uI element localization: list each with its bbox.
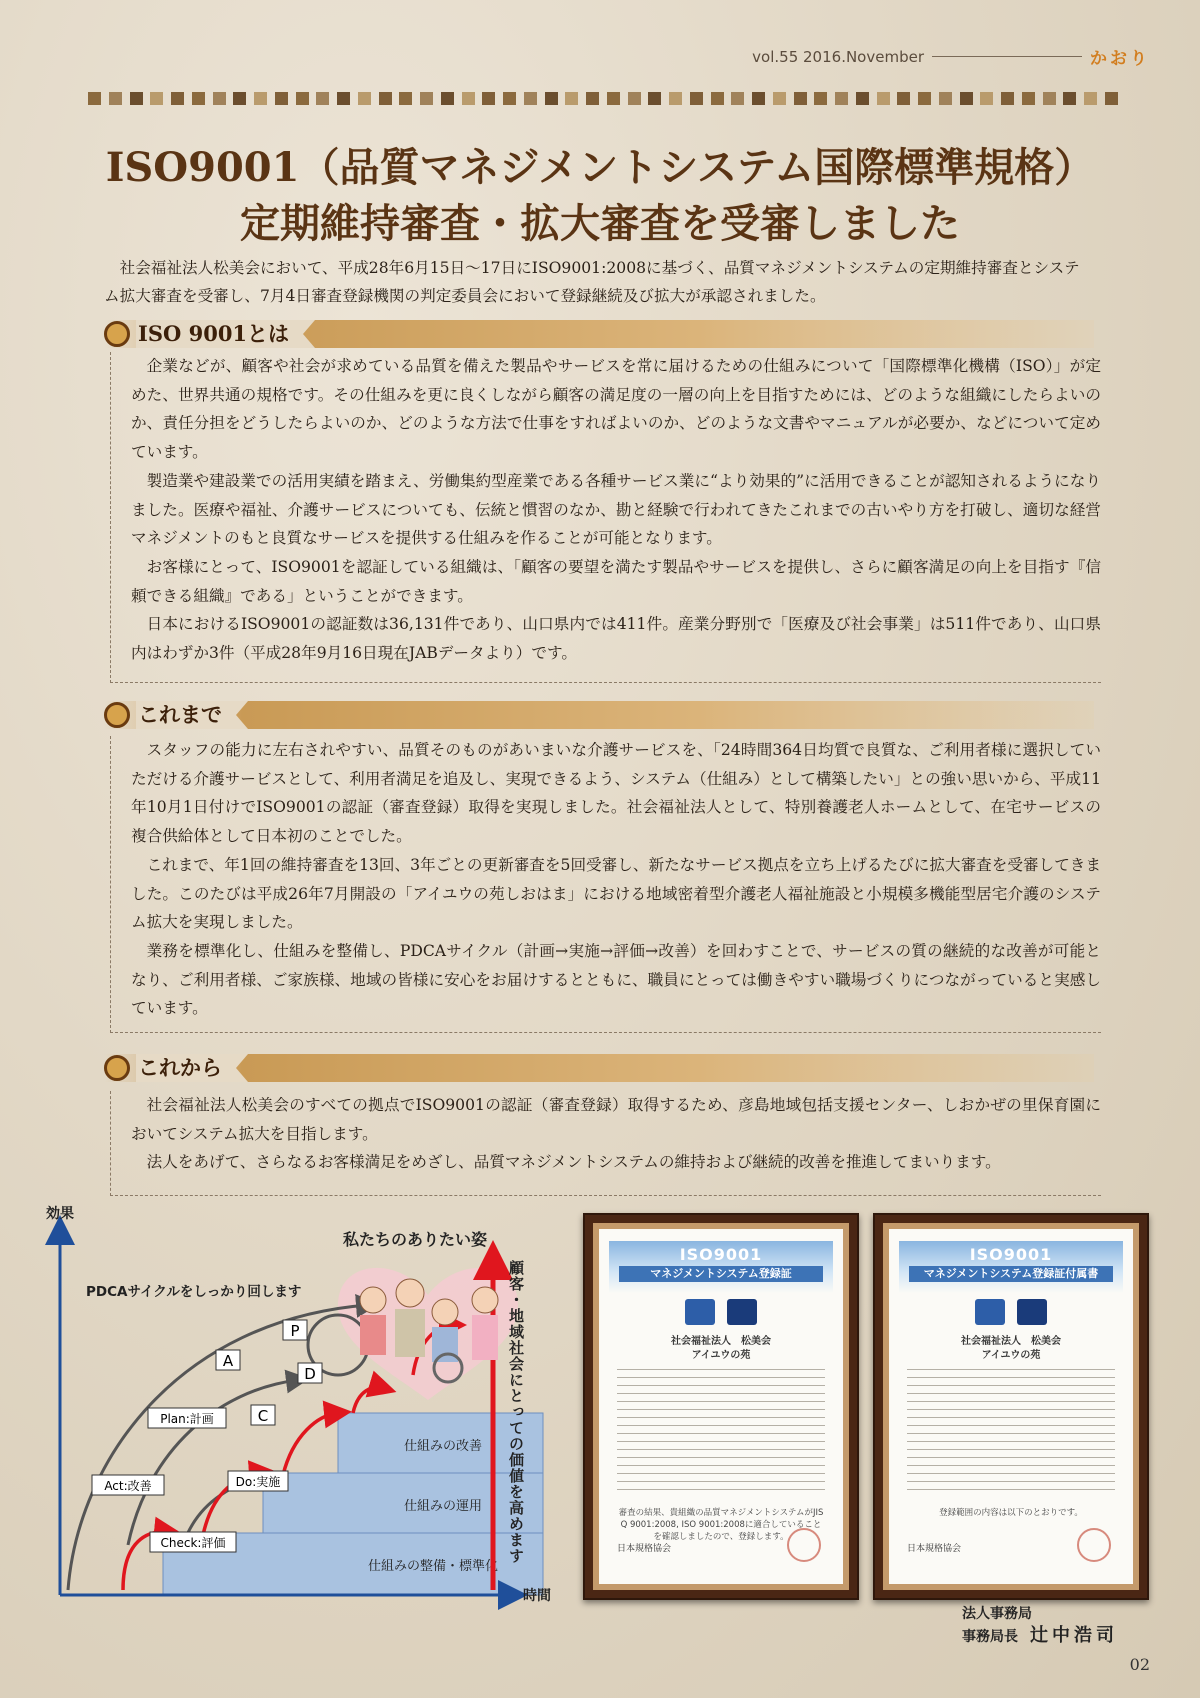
bullet-circle-icon <box>104 1055 130 1081</box>
page-number: 02 <box>1129 1655 1150 1674</box>
label-box-act <box>92 1475 164 1495</box>
section-body-iso9001 <box>110 352 1101 683</box>
band-square <box>856 92 869 105</box>
issue-header <box>752 44 1150 69</box>
certificate-subtitle: マネジメントシステム登録証 <box>619 1266 823 1282</box>
bullet-circle-icon <box>104 321 130 347</box>
label-box-plan <box>148 1408 226 1428</box>
band-square <box>648 92 661 105</box>
letter-box-p <box>283 1320 307 1340</box>
band-square <box>1063 92 1076 105</box>
x-axis-label: 時間 <box>523 1588 551 1604</box>
band-square <box>1084 92 1097 105</box>
band-square <box>399 92 412 105</box>
signer-block <box>962 1604 1118 1648</box>
band-square <box>814 92 827 105</box>
band-square <box>503 92 516 105</box>
step-label-operate: 仕組みの運用 <box>403 1499 483 1514</box>
band-square <box>130 92 143 105</box>
page-title-line1: ISO9001（品質マネジメントシステム国際標準規格） <box>105 144 1095 191</box>
band-square <box>897 92 910 105</box>
band-square <box>1001 92 1014 105</box>
goal-title: 私たちのありたい姿 <box>343 1230 488 1249</box>
y-axis-label: 効果 <box>46 1206 74 1222</box>
signer-title: 事務局長 <box>962 1629 1018 1645</box>
svg-text:D: D <box>304 1365 316 1383</box>
bullet-circle-icon <box>104 702 130 728</box>
band-square <box>316 92 329 105</box>
cycle-caption: PDCAサイクルをしっかり回します <box>86 1284 302 1300</box>
red-arrow-4 <box>353 1387 383 1413</box>
jab-logo-icon <box>1017 1299 1047 1325</box>
band-square <box>1022 92 1035 105</box>
section-body-korekara <box>110 1091 1101 1196</box>
red-arrow-3 <box>283 1413 338 1475</box>
band-square <box>628 92 641 105</box>
band-square <box>690 92 703 105</box>
paragraph: 製造業や建設業での活用実績を踏まえ、労働集約型産業である各種サービス業に“より効果的”に活用できることが認知されるようになりました。医療や福祉、介護サービスについても、伝統と慣習のなか、勘と経験で行われてきたこれまでの古いやり方を打破し、適切な経営マネジメントのもと良質なサービスを提供する仕組みを作ることが可能となります。 <box>131 471 1101 548</box>
certificate-facility: アイユウの苑 <box>981 1350 1041 1361</box>
band-square <box>109 92 122 105</box>
band-square <box>586 92 599 105</box>
header-rule <box>932 56 1082 57</box>
band-square <box>669 92 682 105</box>
certificate-org: 社会福祉法人 松美会 <box>961 1336 1061 1347</box>
band-square <box>1043 92 1056 105</box>
paragraph: 業務を標準化し、仕組みを整備し、PDCAサイクル（計画→実施→評価→改善）を回わすことで、サービスの質の継続的な改善が可能となり、ご利用者様、ご家族様、地域の皆様に安心をお届けするとともに、職員にとっては働きやすい職場づくりにつながっていると実感しています。 <box>131 941 1101 1018</box>
seal-icon <box>787 1528 821 1562</box>
section-heading-label: ISO 9001とは <box>136 320 303 348</box>
step-label-improve: 仕組みの改善 <box>403 1439 483 1454</box>
band-square <box>752 92 765 105</box>
band-square <box>918 92 931 105</box>
band-square <box>482 92 495 105</box>
section-heading-label: これから <box>136 1054 236 1082</box>
jab-logo-icon <box>727 1299 757 1325</box>
pdca-diagram <box>38 1200 578 1610</box>
band-square <box>731 92 744 105</box>
band-square <box>192 92 205 105</box>
band-square <box>835 92 848 105</box>
section-heading-korematade <box>104 701 1094 729</box>
certificate-body: 審査の結果、貴組織の品質マネジメントシステムがJIS Q 9001:2008, ISO 9001:2008に適合していることを確認しましたので、登録します。 <box>618 1508 824 1542</box>
seal-icon <box>1077 1528 1111 1562</box>
certificate-issuer: 日本規格協会 <box>617 1544 672 1554</box>
band-square <box>939 92 952 105</box>
band-square <box>524 92 537 105</box>
band-square <box>337 92 350 105</box>
section-body-korematade <box>110 736 1101 1033</box>
band-square <box>171 92 184 105</box>
band-square <box>296 92 309 105</box>
svg-text:Do:実施: Do:実施 <box>235 1475 281 1489</box>
paragraph: スタッフの能力に左右されやすい、品質そのものがあいまいな介護サービスを、「24時間364日均質で良質な、ご利用者様に選択していただける介護サービスとして、利用者満足を追及し、実現できるよう、システム（仕組み）として構築したい」との強い思いから、平成11年10月1日付けでISO9001の認証（審査登録）取得を実現しました。社会福祉法人として、特別養護老人ホームとして、在宅サービスの複合供給体として日本初のことでした。 <box>131 741 1101 846</box>
certificate-facility: アイユウの苑 <box>691 1350 751 1361</box>
decorative-square-band <box>88 92 1118 108</box>
band-square <box>960 92 973 105</box>
signer-dept: 法人事務局 <box>962 1606 1032 1622</box>
signer-name: 辻中浩司 <box>1030 1625 1118 1646</box>
band-square <box>213 92 226 105</box>
band-square <box>1105 92 1118 105</box>
band-square <box>565 92 578 105</box>
svg-text:C: C <box>257 1407 269 1425</box>
paragraph: 社会福祉法人松美会のすべての拠点でISO9001の認証（審査登録）取得するため、彦島地域包括支援センター、しおかぜの里保育園においてシステム拡大を目指します。 <box>131 1096 1101 1143</box>
band-square <box>545 92 558 105</box>
band-square <box>877 92 890 105</box>
band-square <box>980 92 993 105</box>
band-square <box>794 92 807 105</box>
band-square <box>379 92 392 105</box>
band-square <box>254 92 267 105</box>
lead-paragraph: 社会福祉法人松美会において、平成28年6月15日～17日にISO9001:2008に基づく、品質マネジメントシステムの定期維持審査とシステム拡大審査を受審し、7月4日審査登録機関の判定委員会において登録継続及び拡大が承認されました。 <box>104 259 1080 305</box>
jsa-logo-icon <box>685 1299 715 1325</box>
band-square <box>420 92 433 105</box>
certificate-issuer: 日本規格協会 <box>907 1544 962 1554</box>
certificate-iso: ISO9001 <box>969 1245 1053 1264</box>
certificate-body: 登録範囲の内容は以下のとおりです。 <box>939 1508 1083 1518</box>
section-heading-korekara <box>104 1054 1094 1082</box>
step-label-standardize: 仕組みの整備・標準化 <box>367 1559 499 1574</box>
svg-text:P: P <box>290 1322 300 1340</box>
paragraph: 法人をあげて、さらなるお客様満足をめざし、品質マネジメントシステムの維持および継続的改善を推進してまいります。 <box>146 1153 1001 1172</box>
svg-text:Check:評価: Check:評価 <box>160 1536 226 1550</box>
certificate-iso: ISO9001 <box>679 1245 763 1264</box>
letter-box-a <box>216 1350 240 1370</box>
svg-text:A: A <box>222 1352 234 1370</box>
paragraph: 企業などが、顧客や社会が求めている品質を備えた製品やサービスを常に届けるための仕組みについて「国際標準化機構（ISO）」が定めた、世界共通の規格です。その仕組みを更に良くしながら顧客の満足度の一層の向上を目指すためには、どのような組織にしたらよいのか、責任分担をどうしたらよいのか、どのような方法で仕事をすればよいのか、どのような文書やマニュアルが必要か、などについて定めています。 <box>131 357 1101 462</box>
band-square <box>150 92 163 105</box>
page-title-line2: 定期維持審査・拡大審査を受審しました <box>240 200 960 247</box>
band-square <box>358 92 371 105</box>
paragraph: これまで、年1回の維持審査を13回、3年ごとの更新審査を5回受審し、新たなサービス拠点を立ち上げるたびに拡大審査を受審してきました。このたびは平成26年7月開設の「アイユウの苑しおはま」における地域密着型介護老人福祉施設と小規模多機能型居宅介護のシステム拡大を実現しました。 <box>131 855 1101 932</box>
band-square <box>233 92 246 105</box>
certificate-frame-1 <box>583 1213 859 1600</box>
letter-box-d <box>298 1363 322 1383</box>
band-square <box>275 92 288 105</box>
band-square <box>607 92 620 105</box>
certificate-frame-2 <box>873 1213 1149 1600</box>
newsletter-logo: かおり <box>1090 49 1150 69</box>
paragraph: 日本におけるISO9001の認証数は36,131件であり、山口県内では411件。産業分野別で「医療及び社会事業」は511件であり、山口県内はわずか3件（平成28年9月16日現在JABデータより）です。 <box>131 615 1101 663</box>
band-square <box>711 92 724 105</box>
certificate-subtitle: マネジメントシステム登録証付属書 <box>909 1266 1113 1282</box>
band-square <box>88 92 101 105</box>
paragraph: お客様にとって、ISO9001を認証している組織は、「顧客の要望を満たす製品やサービスを提供し、さらに顧客満足の向上を目指す『信頼できる組織』である」ということができます。 <box>131 557 1101 605</box>
value-vertical-text: 顧客・地域社会にとっての価値を高めます <box>507 1260 525 1564</box>
issue-volume: vol.55 2016.November <box>752 47 924 66</box>
certificate-org: 社会福祉法人 松美会 <box>671 1336 771 1347</box>
section-heading-label: これまで <box>136 701 236 729</box>
svg-text:Plan:計画: Plan:計画 <box>160 1412 214 1426</box>
svg-text:Act:改善: Act:改善 <box>104 1479 152 1493</box>
band-square <box>441 92 454 105</box>
band-square <box>773 92 786 105</box>
label-box-do <box>228 1471 288 1491</box>
band-square <box>462 92 475 105</box>
letter-box-c <box>251 1405 275 1425</box>
jsa-logo-icon <box>975 1299 1005 1325</box>
section-heading-iso9001 <box>104 320 1094 348</box>
label-box-check <box>150 1532 236 1552</box>
